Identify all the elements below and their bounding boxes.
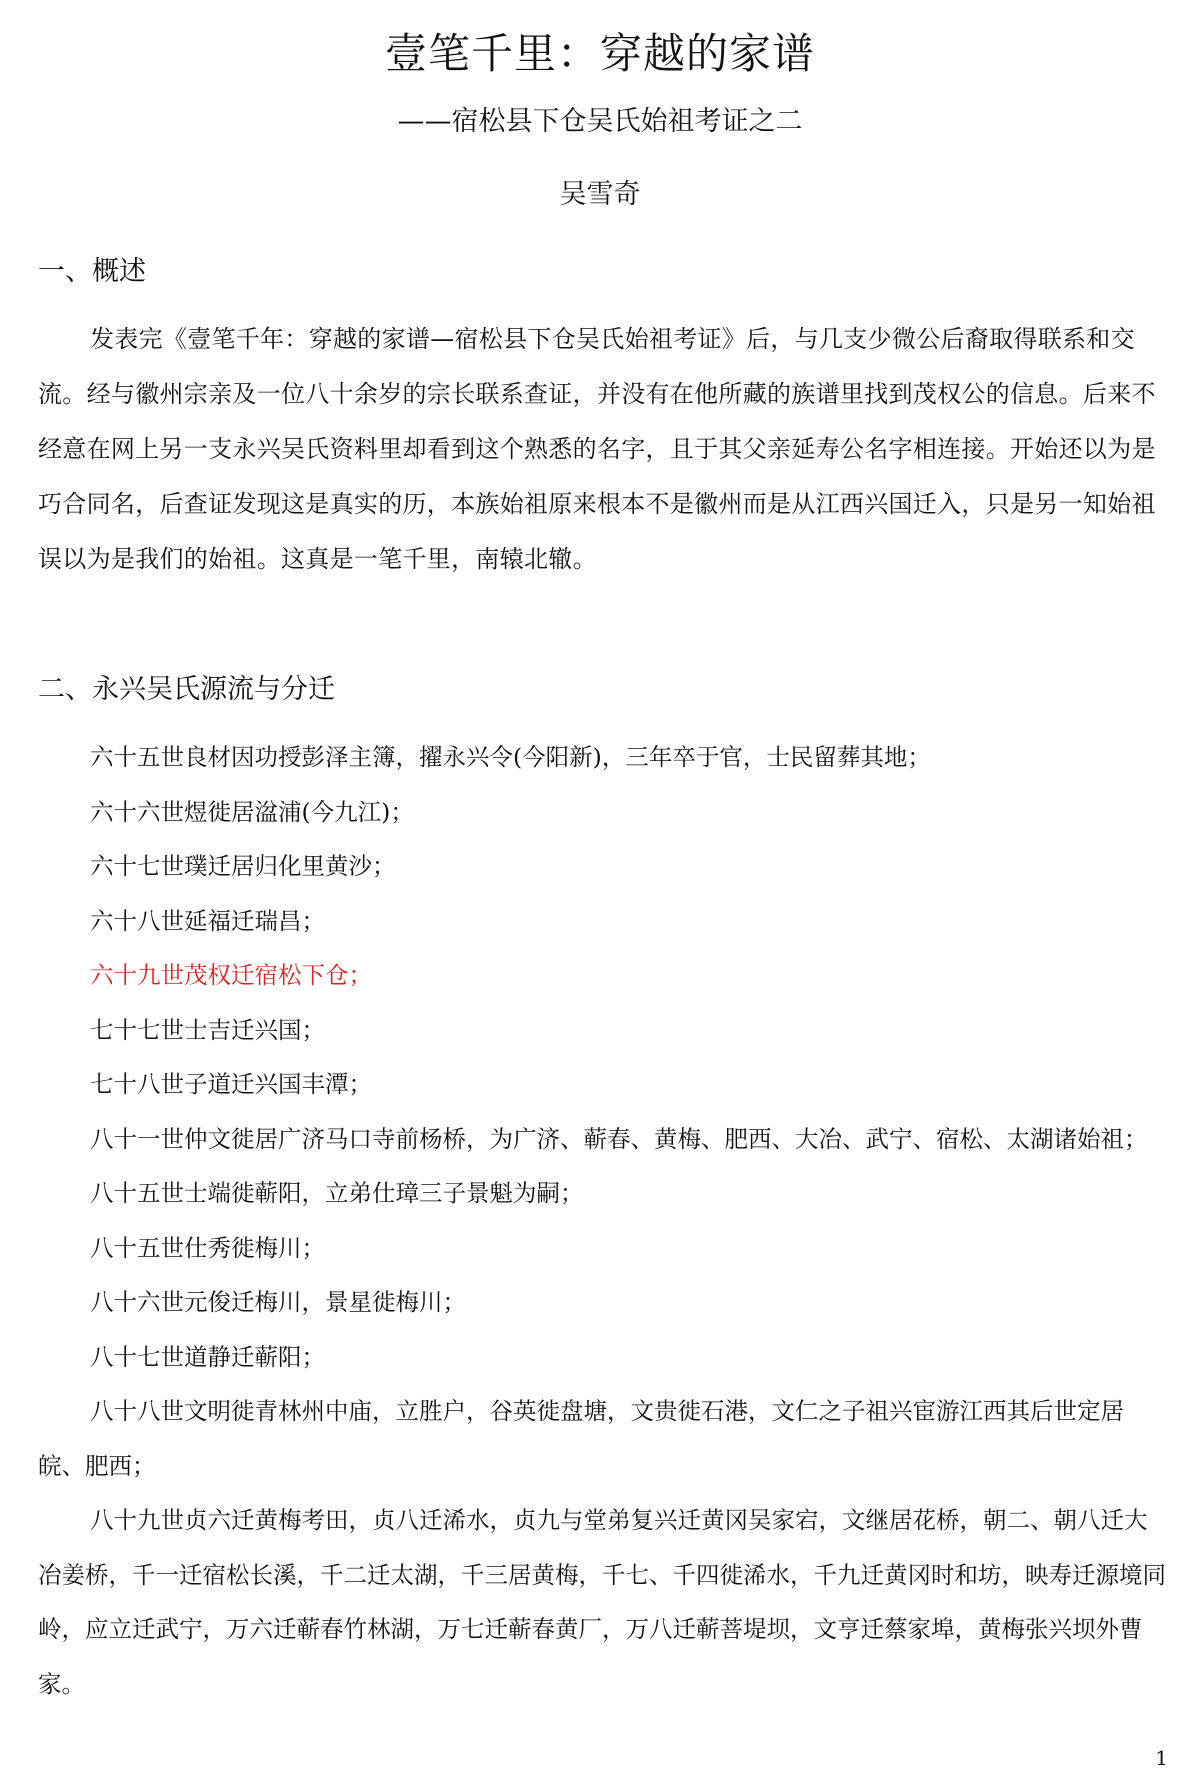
lineage-item: 六十六世煜徙居湓浦(今九江)； [90,797,414,826]
lineage-item-highlighted: 六十九世茂权迁宿松下仓； [90,961,372,989]
lineage-item: 八十五世士端徙蕲阳，立弟仕璋三子景魁为嗣； [90,1179,584,1207]
section-heading-lineage: 二、永兴吴氏源流与分迁 [38,674,335,705]
document-title: 壹笔千里：穿越的家谱 [384,29,815,78]
lineage-item: 七十七世士吉迁兴国； [90,1015,325,1044]
lineage-item: 八十九世贞六迁黄梅考田，贞八迁浠水，贞九与堂弟复兴迁黄冈吴家宕，文继居花桥，朝二、朝八迁大冶姜桥，千一迁宿松长溪，千二迁太湖，千三居黄梅，千七、千四徙浠水，千九迁黄冈时和坊，映寿迁源境同岭，应立迁武宁，万六迁蕲春竹林湖，万七迁蕲春黄厂，万八迁蕲菩堤坝，文亨迁蔡家埠，黄梅张兴坝外曹家。 [38,1506,1166,1698]
lineage-item: 八十五世仕秀徙梅川； [90,1233,325,1262]
document-subtitle: ——宿松县下仓吴氏始祖考证之二 [397,106,803,137]
lineage-item: 七十八世子道迁兴国丰潭； [90,1070,372,1098]
lineage-list [38,730,1166,1711]
lineage-item: 六十五世良材因功授彭泽主簿，擢永兴令(今阳新)，三年卒于官，士民留葬其地； [90,743,931,771]
overview-paragraph: 发表完《壹笔千年：穿越的家谱—宿松县下仓吴氏始祖考证》后，与几支少微公后裔取得联系和交流。经与徽州宗亲及一位八十余岁的宗长联系查证，并没有在他所藏的族谱里找到茂权公的信息。后来不经意在网上另一支永兴吴氏资料里却看到这个熟悉的名字，且于其父亲延寿公名字相连接。开始还以为是巧合同名，后查证发现这是真实的历，本族始祖原来根本不是徽州而是从江西兴国迁入，只是另一知始祖误以为是我们的始祖。这真是一笔千里，南辕北辙。 [38,325,1156,573]
lineage-item: 八十六世元俊迁梅川，景星徙梅川； [90,1288,466,1316]
document-author: 吴雪奇 [559,179,641,210]
lineage-item: 八十一世仲文徙居广济马口寺前杨桥，为广济、蕲春、黄梅、肥西、大冶、武宁、宿松、太湖诸始祖； [90,1124,1148,1153]
lineage-item: 六十八世延福迁瑞昌； [90,906,325,935]
page-number: 1 [1155,1746,1168,1770]
lineage-item: 六十七世璞迁居归化里黄沙； [90,852,396,880]
lineage-item: 八十七世道静迁蕲阳； [90,1342,325,1371]
lineage-item: 八十八世文明徙青林州中庙，立胜户，谷英徙盘塘，文贵徙石港，文仁之子祖兴宦游江西其后世定居皖、肥西； [38,1397,1124,1480]
section-heading-overview: 一、概述 [38,256,146,287]
